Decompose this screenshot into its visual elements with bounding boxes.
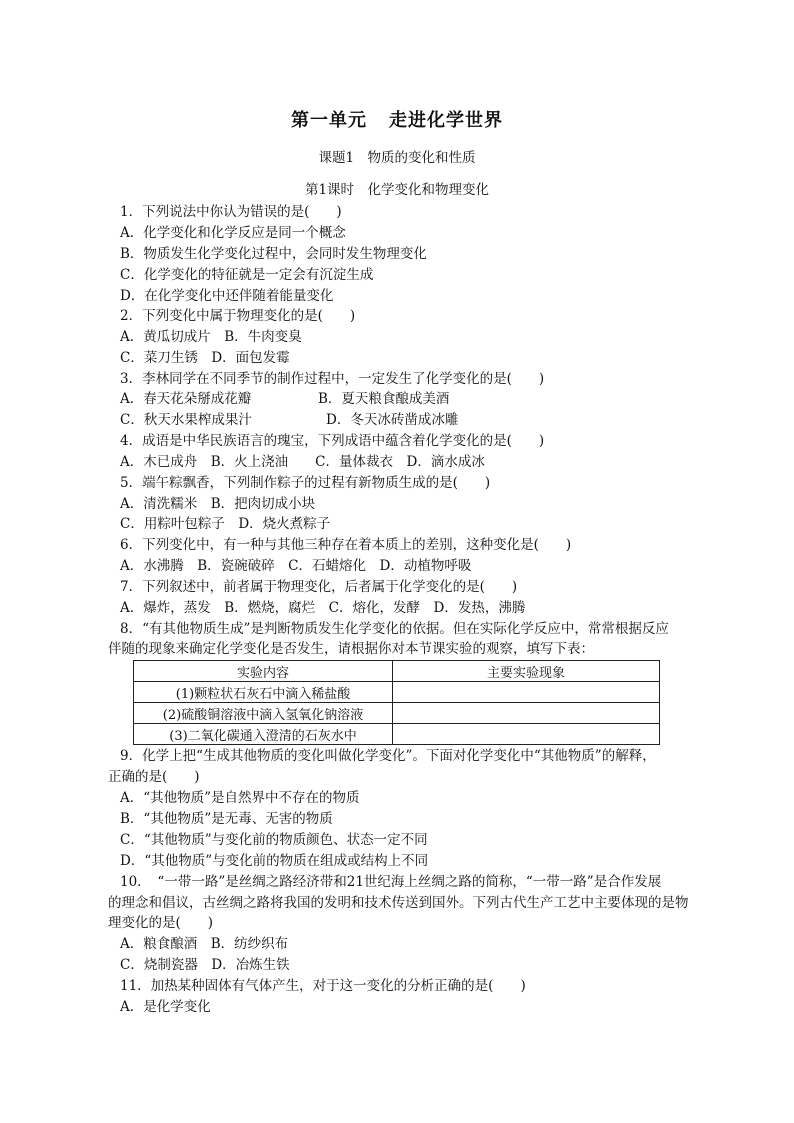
q10-options-cd: C．烧制瓷器 D．冶炼生铁 xyxy=(120,957,290,973)
q10-options-ab: A．粮食酿酒 B．纺纱织布 xyxy=(120,936,289,952)
q10-stem-line1: 10． “一带一路”是丝绸之路经济带和21世纪海上丝绸之路的简称，“一带一路”是合作发展 xyxy=(120,874,662,890)
table-row xyxy=(134,703,660,724)
unit-title-left: 第一单元 xyxy=(291,110,367,131)
table-cell-content: (1)颗粒状石灰石中滴入稀盐酸 xyxy=(134,682,393,703)
q10-stem-line2: 的理念和倡议，古丝绸之路将我国的发明和技术传送到国外。下列古代生产工艺中主要体现的是物 xyxy=(108,895,689,911)
table-cell-answer[interactable] xyxy=(393,682,660,703)
table-header-content: 实验内容 xyxy=(134,661,393,682)
q3-option-c: C．秋天水果榨成果汁 xyxy=(120,412,252,428)
q6-options: A．水沸腾 B．瓷碗破碎 C．石蜡熔化 D．动植物呼吸 xyxy=(120,558,472,574)
q11-option-a: A．是化学变化 xyxy=(120,999,211,1015)
table-cell-content: (3)二氧化碳通入澄清的石灰水中 xyxy=(134,724,393,745)
q2-stem: 2．下列变化中属于物理变化的是( ) xyxy=(120,308,356,324)
table-row xyxy=(134,724,660,745)
q8-stem-line2: 伴随的现象来确定化学变化是否发生，请根据你对本节课实验的观察，填写下表： xyxy=(108,641,594,657)
table-cell-answer[interactable] xyxy=(393,703,660,724)
q9-option-b: B．“其他物质”是无毒、无害的物质 xyxy=(120,811,333,827)
q8-stem-line1: 8．“有其他物质生成”是判断物质发生化学变化的依据。但在实际化学反应中，常常根据反应 xyxy=(120,621,669,637)
q9-option-d: D．“其他物质”与变化前的物质在组成或结构上不同 xyxy=(120,853,429,869)
q11-stem: 11．加热某种固体有气体产生，对于这一变化的分析正确的是( ) xyxy=(120,978,526,994)
table-row xyxy=(134,682,660,703)
lesson-heading: 第1课时 化学变化和物理变化 xyxy=(304,182,490,198)
unit-title xyxy=(0,106,794,132)
q1-option-b: B．物质发生化学变化过程中，会同时发生物理变化 xyxy=(120,246,427,262)
q9-stem-line1: 9．化学上把“生成其他物质的变化叫做化学变化”。下面对化学变化中“其他物质”的解释， xyxy=(120,748,656,764)
q5-options-ab: A．清洗糯米 B．把肉切成小块 xyxy=(120,496,316,512)
table-header-phenomenon: 主要实验现象 xyxy=(393,661,660,682)
table-cell-content: (2)硫酸铜溶液中滴入氢氧化钠溶液 xyxy=(134,703,393,724)
table-cell-answer[interactable] xyxy=(393,724,660,745)
q1-option-c: C．化学变化的特征就是一定会有沉淀生成 xyxy=(120,267,374,283)
q4-options: A．木已成舟 B．火上浇油 C．量体裁衣 D．滴水成冰 xyxy=(120,454,485,470)
q2-options-ab: A．黄瓜切成片 B．牛肉变臭 xyxy=(120,329,302,345)
q6-stem: 6．下列变化中，有一种与其他三种存在着本质上的差别，这种变化是( ) xyxy=(120,537,572,553)
topic-heading: 课题1 物质的变化和性质 xyxy=(318,150,476,166)
q5-stem: 5．端午粽飘香，下列制作粽子的过程有新物质生成的是( ) xyxy=(120,475,491,491)
q3-option-d: D．冬天冰砖凿成冰雕 xyxy=(326,412,459,428)
q1-stem: 1．下列说法中你认为错误的是( ) xyxy=(120,204,342,220)
q5-options-cd: C．用粽叶包粽子 D．烧火煮粽子 xyxy=(120,516,331,532)
q3-option-a: A．春天花朵掰成花瓣 xyxy=(120,391,252,407)
q1-option-d: D．在化学变化中还伴随着能量变化 xyxy=(120,288,334,304)
q4-stem: 4．成语是中华民族语言的瑰宝，下列成语中蕴含着化学变化的是( ) xyxy=(120,433,545,449)
q3-option-b: B．夏天粮食酿成美酒 xyxy=(318,391,450,407)
q1-option-a: A．化学变化和化学反应是同一个概念 xyxy=(120,225,346,241)
q9-stem-line2: 正确的是( ) xyxy=(108,769,200,785)
experiment-table xyxy=(133,660,660,745)
q9-option-a: A．“其他物质”是自然界中不存在的物质 xyxy=(120,790,360,806)
q10-stem-line3: 理变化的是( ) xyxy=(108,915,214,931)
q2-options-cd: C．菜刀生锈 D．面包发霉 xyxy=(120,350,290,366)
q9-option-c: C．“其他物质”与变化前的物质颜色、状态一定不同 xyxy=(120,832,428,848)
q7-options: A．爆炸，蒸发 B．燃烧，腐烂 C．熔化，发酵 D．发热，沸腾 xyxy=(120,600,526,616)
unit-title-right: 走进化学世界 xyxy=(389,110,503,131)
q3-stem: 3．李林同学在不同季节的制作过程中，一定发生了化学变化的是( ) xyxy=(120,371,545,387)
table-header-row xyxy=(134,661,660,682)
q7-stem: 7．下列叙述中，前者属于物理变化，后者属于化学变化的是( ) xyxy=(120,579,518,595)
